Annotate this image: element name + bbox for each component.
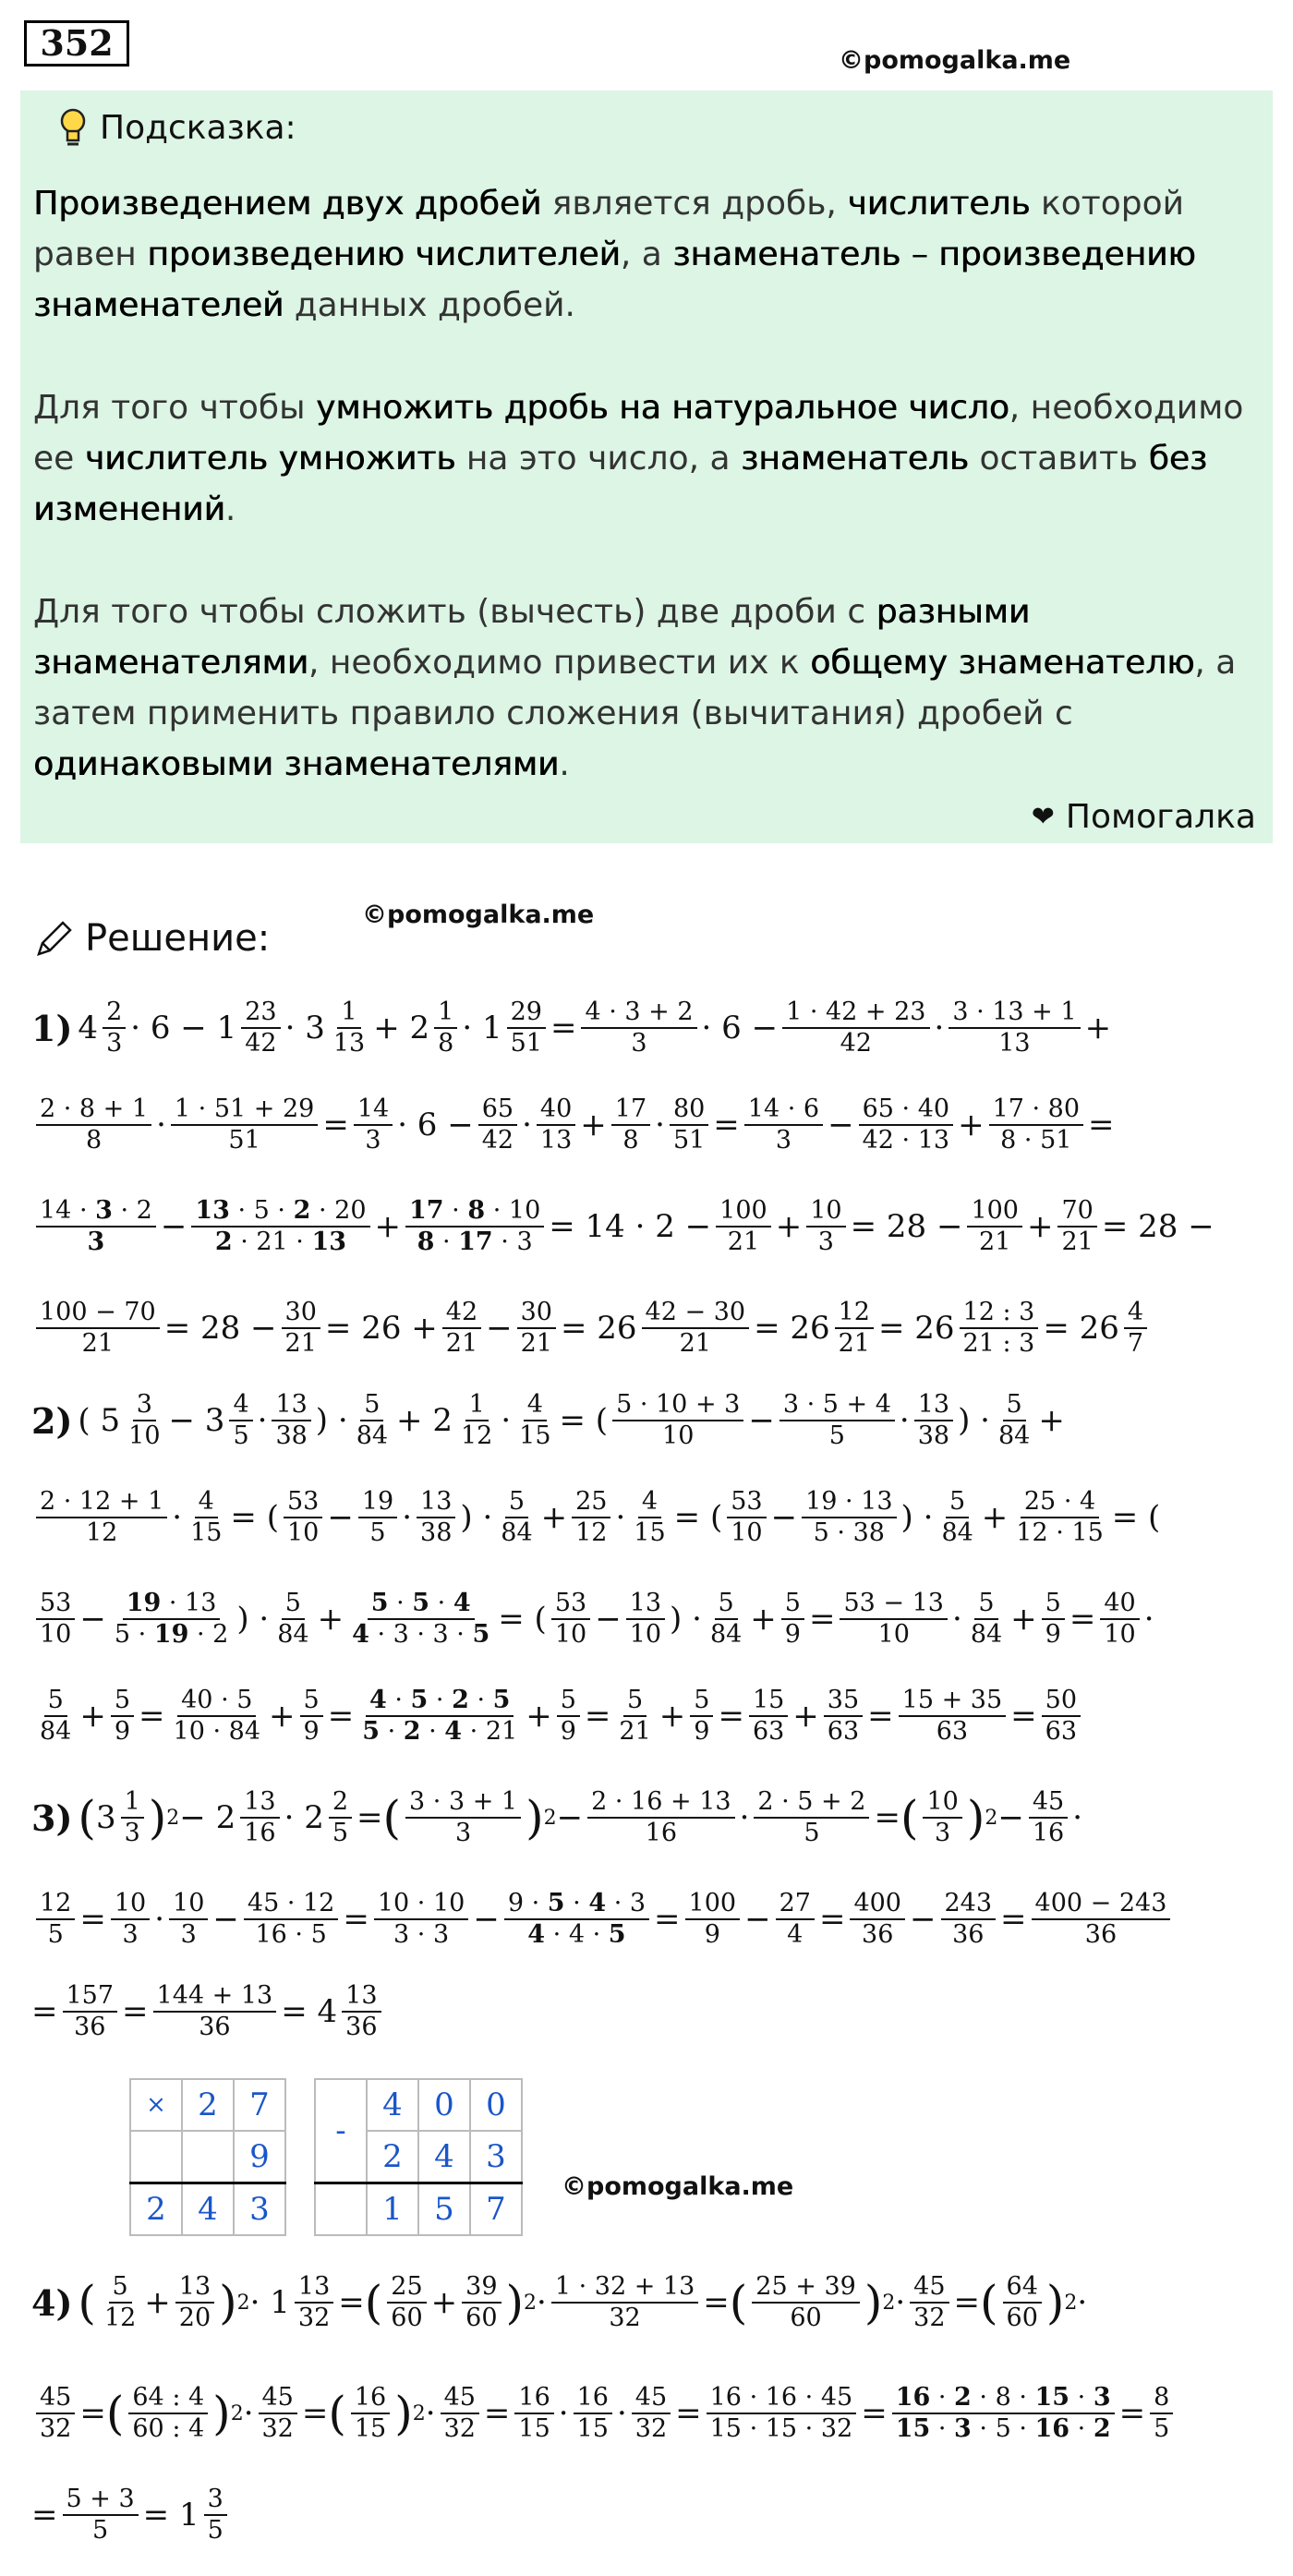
solution-2-line-1: 2) ( 5 3 10 − 3 4 5 · 13 38 ) · 5 84 + 2 1 12 · 4 15 = ( 5 · 10 + 3 10 − 3 · 5 + 4 5 · 13 38 ) · 5 84 + — [31, 1390, 1065, 1450]
solution-1-line-1: 1) 4 2 3 · 6 − 1 23 42 · 3 1 13 + 2 1 8 · 1 29 51 = 4 · 3 + 2 3 · 6 − 1 · 42 + 23 42 · 3 · 13 + 1 13 + — [31, 998, 1112, 1058]
solution-1-line-4: 100 − 70 21 = 28 − 30 21 = 26 + 42 21 − 30 21 = 26 42 − 30 21 = 26 12 21 = 26 12 : 3 21 : 3 = 26 4 7 — [31, 1298, 1269, 1359]
task-number: 352 — [24, 20, 129, 67]
hint-paragraph-3: Для того чтобы сложить (вычесть) две дроби с разными знаменателями, необходимо привести их к общему знаменателю, а затем применить правило сложения (вычитания) дробей с одинаковыми знаменателями. — [33, 593, 1237, 783]
solution-4-line-2: 45 32 = ( 64 : 4 60 : 4 ) 2 · 45 32 = ( 16 15 ) 2 · 45 32 = 16 15 · 16 15 · 45 32 = 16 · 16 · 45 15 · 15 · 32 = 16 · 2 · 8 · 15 · 3 15 · 3 · 5 · 16 · 2 = 8 5 — [31, 2383, 1269, 2444]
multiplication-grid: × 2 7 9 2 4 3 — [129, 2078, 286, 2236]
solution-4-line-1: 4) ( 5 12 + 13 20 ) 2 · 1 13 32 = ( 25 60 + 39 60 ) 2 · 1 · 32 + 13 32 = ( 25 + 39 60 ) 2 · 45 32 = ( 64 60 ) 2 · — [31, 2272, 1088, 2332]
solution-2-line-3: 53 10 − 19 · 13 5 · 19 · 2 ) · 5 84 + 5 · 5 · 4 4 · 3 · 3 · 5 = ( 53 10 − 13 10 ) · 5 84 + 5 9 = 53 − 13 10 · 5 84 + 5 9 = 40 10 · — [31, 1589, 1269, 1650]
watermark: ©pomogalka.me — [562, 2172, 794, 2201]
hint-box — [20, 91, 1273, 843]
solution-4-line-3: = 5 + 3 5 = 1 3 5 — [31, 2485, 1269, 2546]
hint-title — [59, 107, 296, 148]
signature: ❤ Помогалка — [1031, 798, 1256, 836]
pencil-icon — [33, 917, 76, 960]
solution-title: Решение: — [33, 917, 270, 960]
solution-2-line-2: 2 · 12 + 1 12 · 4 15 = ( 53 10 − 19 5 · 13 38 ) · 5 84 + 25 12 · 4 15 = ( 53 10 − 19 · 13 5 · 38 ) · 5 84 + 25 · 4 12 · 15 = ( — [31, 1487, 1269, 1548]
lightbulb-icon — [59, 107, 87, 148]
watermark: ©pomogalka.me — [362, 901, 595, 929]
subtraction-grid: - 4 0 0 2 4 3 1 5 7 — [314, 2078, 523, 2236]
hint-title-text: Подсказка: — [100, 108, 296, 147]
watermark: ©pomogalka.me — [839, 46, 1071, 75]
solution-3-line-3: = 157 36 = 144 + 13 36 = 4 13 36 — [31, 1981, 1269, 2042]
solution-3-line-2: 12 5 = 10 3 · 10 3 − 45 · 12 16 · 5 = 10 · 10 3 · 3 − 9 · 5 · 4 · 3 4 · 4 · 5 = 100 9 − 27 4 = 400 36 − 243 36 = 400 − 243 36 — [31, 1889, 1269, 1950]
solution-2-line-4: 5 84 + 5 9 = 40 · 5 10 · 84 + 5 9 = 4 · 5 · 2 · 5 5 · 2 · 4 · 21 + 5 9 = 5 21 + 5 9 = 15 63 + 35 63 = 15 + 35 63 = 50 63 — [31, 1686, 1269, 1747]
solution-1-line-3: 14 · 3 · 2 3 − 13 · 5 · 2 · 20 2 · 21 · 13 + 17 · 8 · 10 8 · 17 · 3 = 14 · 2 − 100 21 + 10 3 = 28 − 100 21 + 70 21 = 28 − — [31, 1196, 1269, 1257]
hint-paragraph-2: Для того чтобы умножить дробь на натуральное число, необходимо ее числитель умножить на это число, а знаменатель оставить без изменений. — [33, 389, 1244, 528]
solution-3-line-1: 3) ( 3 1 3 ) 2 − 2 13 16 · 2 2 5 = ( 3 · 3 + 1 3 ) 2 − 2 · 16 + 13 16 · 2 · 5 + 2 5 = ( 10 3 ) 2 − 45 16 · — [31, 1787, 1083, 1847]
heart-icon: ❤ — [1031, 801, 1055, 833]
hint-paragraph-1: Произведением двух дробей является дробь, числитель которой равен произведению числителей, а знаменатель – произведению знаменателей данных дробей. — [33, 185, 1196, 324]
solution-1-line-2: 2 · 8 + 1 8 · 1 · 51 + 29 51 = 14 3 · 6 − 65 42 · 40 13 + 17 8 · 80 51 = 14 · 6 3 − 65 · 40 42 · 13 + 17 · 80 8 · 51 = — [31, 1094, 1269, 1155]
